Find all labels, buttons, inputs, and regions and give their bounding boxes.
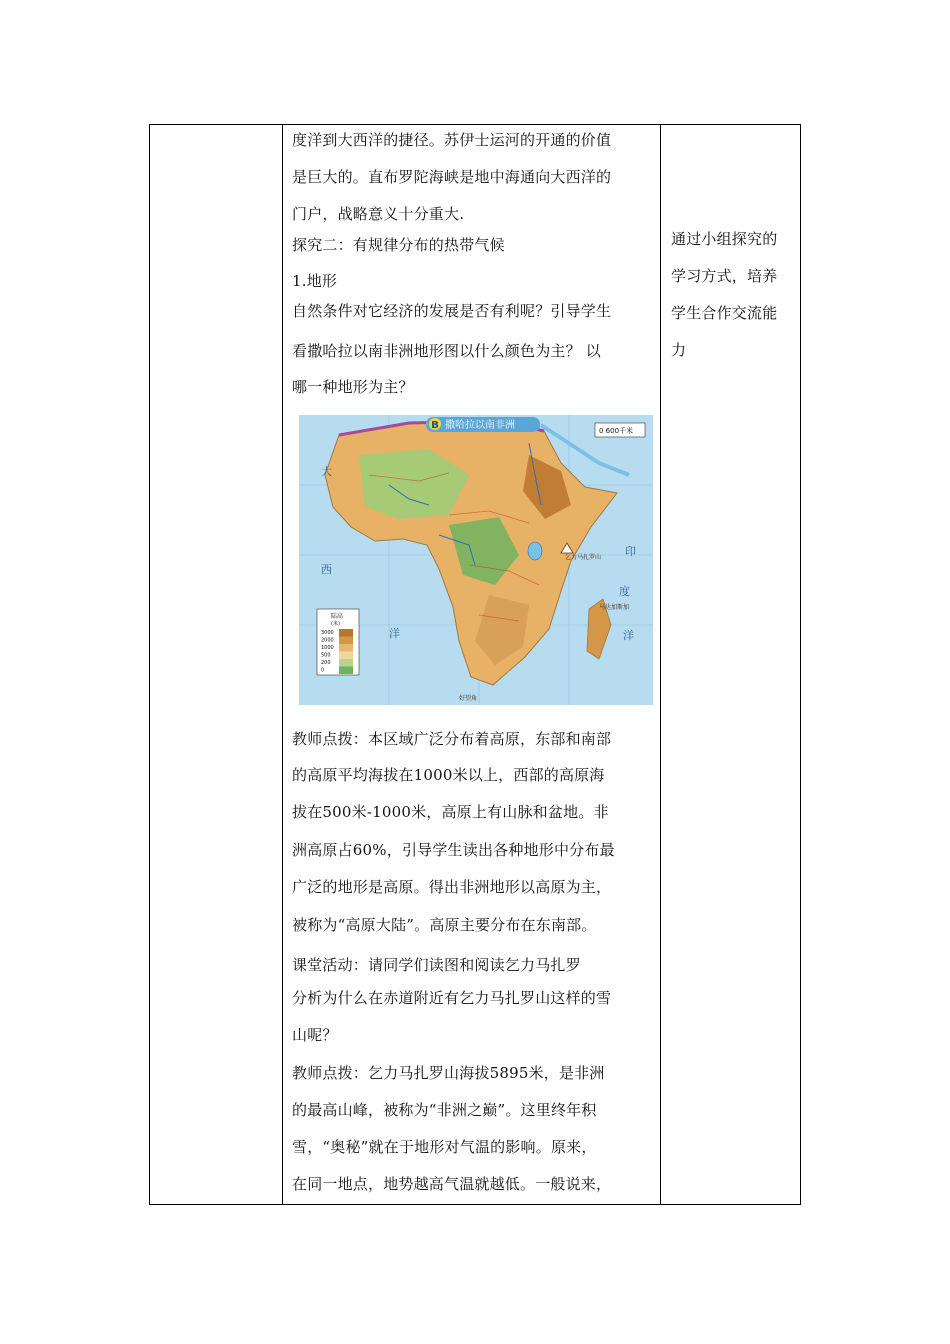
ocean-label: 洋 (389, 627, 400, 640)
legend-swatch (339, 652, 353, 660)
place-label: 好望角 (459, 695, 478, 702)
legend-swatch (339, 667, 353, 675)
legend-swatch (339, 629, 353, 637)
legend-value: 3000 (321, 630, 334, 636)
text-line: 分析为什么在赤道附近有乞力马扎罗山这样的雪 (292, 989, 612, 1007)
ocean-label: 印 (625, 545, 636, 558)
text-line: 度洋到大西洋的捷径。苏伊士运河的开通的价值 (292, 131, 612, 149)
text-line: 被称为“高原大陆”。高原主要分布在东南部。 (292, 916, 597, 934)
text-line: 山呢？ (292, 1026, 338, 1044)
africa-terrain-map (299, 415, 653, 705)
column-divider-left (282, 125, 283, 1204)
text-line: 洲高原占60%，引导学生读出各种地形中分布最 (292, 841, 615, 859)
text-line: 在同一地点，地势越高气温就越低。一般说来， (292, 1175, 612, 1193)
text-line: 课堂活动：请同学们读图和阅读乞力马扎罗 (292, 956, 581, 974)
legend-swatch (339, 659, 353, 667)
map-badge: B (431, 420, 439, 431)
legend-value: 2000 (321, 637, 334, 644)
section-heading: 探究二：有规律分布的热带气候 (292, 236, 505, 254)
legend-title: 陆高 (331, 613, 344, 620)
legend-value: 500 (321, 652, 331, 659)
lesson-table (149, 124, 801, 1205)
text-line: 的最高山峰，被称为“非洲之巅”。这里终年积 (292, 1101, 597, 1119)
text-line: 看撒哈拉以南非洲地形图以什么颜色为主？ 以 (292, 342, 601, 360)
map-scale: 0 600千米 (599, 427, 634, 435)
text-line: 自然条件对它经济的发展是否有利呢？引导学生 (292, 302, 612, 320)
legend-swatch (339, 644, 353, 652)
ocean-label: 西 (321, 563, 332, 576)
ocean-label: 度 (619, 585, 630, 598)
text-line: 教师点拨：本区域广泛分布着高原，东部和南部 (292, 730, 612, 748)
ocean-label: 洋 (623, 629, 634, 642)
text-line: 是巨大的。直布罗陀海峡是地中海通向大西洋的 (292, 168, 612, 186)
map-title: 撒哈拉以南非洲 (445, 420, 515, 431)
legend-value: 200 (321, 660, 331, 666)
legend-swatch (339, 637, 353, 645)
text-line: 教师点拨：乞力马扎罗山海拔5895米，是非洲 (292, 1064, 605, 1082)
text-line: 哪一种地形为主？ (292, 378, 414, 396)
text-line: 的高原平均海拔在1000米以上，西部的高原海 (292, 766, 605, 784)
legend-value: 1000 (321, 645, 334, 651)
objective-line: 力 (671, 341, 687, 359)
objective-line: 通过小组探究的 (671, 230, 778, 248)
text-line: 拔在500米-1000米，高原上有山脉和盆地。非 (292, 803, 609, 821)
subsection-heading: 1.地形 (292, 272, 338, 290)
text-line: 门户，战略意义十分重大. (292, 205, 465, 223)
column-divider-right (660, 125, 661, 1204)
text-line: 广泛的地形是高原。得出非洲地形以高原为主， (292, 878, 612, 896)
objective-line: 学生合作交流能 (671, 304, 778, 322)
place-label: 乞力马扎罗山 (565, 554, 602, 561)
objective-line: 学习方式，培养 (671, 267, 778, 285)
place-label: 马达加斯加 (599, 604, 630, 611)
ocean-label: 大 (321, 465, 332, 478)
map-legend (317, 609, 359, 675)
text-line: 雪，“奥秘”就在于地形对气温的影响。原来， (292, 1138, 597, 1156)
legend-value: 0 (321, 667, 325, 674)
legend-unit: (米) (331, 621, 340, 627)
